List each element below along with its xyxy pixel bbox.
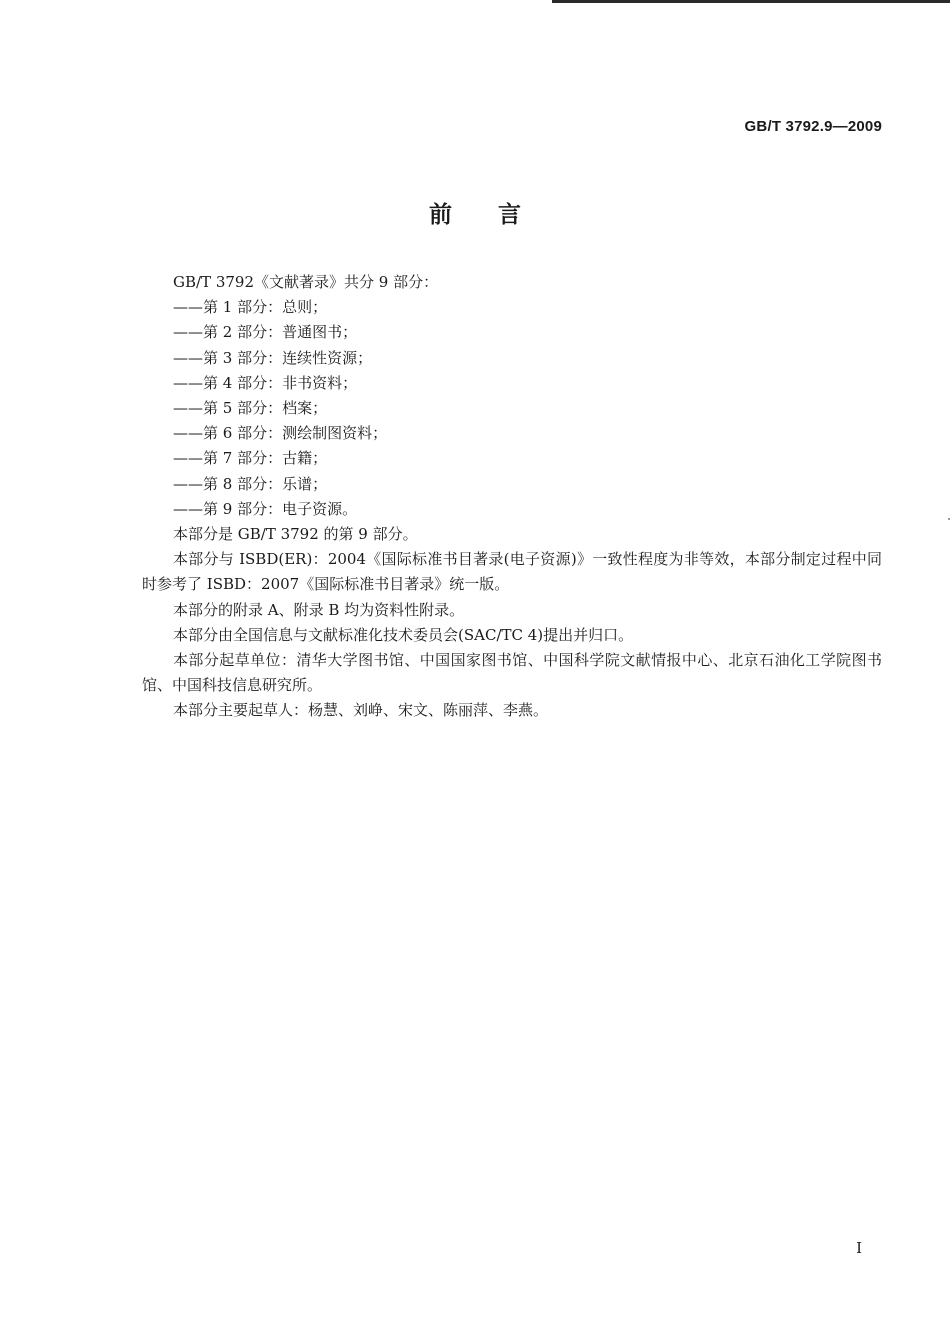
paragraph: 本部分与 ISBD(ER)：2004《国际标准书目著录(电子资源)》一致性程度为非等效，本部分制定过程中同时参考了 ISBD：2007《国际标准书目著录》统一版。 bbox=[142, 550, 882, 594]
page-title: 前言 bbox=[429, 202, 567, 228]
list-item: ——第 2 部分：普通图书； bbox=[173, 323, 358, 342]
paragraph: 本部分主要起草人：杨慧、刘峥、宋文、陈丽萍、李燕。 bbox=[173, 701, 549, 720]
intro-line: GB/T 3792《文献著录》共分 9 部分： bbox=[173, 273, 439, 291]
paragraph: 本部分是 GB/T 3792 的第 9 部分。 bbox=[173, 525, 418, 544]
top-rule bbox=[552, 0, 950, 3]
list-item: ——第 7 部分：古籍； bbox=[173, 449, 328, 468]
list-item: ——第 5 部分：档案； bbox=[173, 399, 328, 418]
list-item: ——第 3 部分：连续性资源； bbox=[173, 348, 373, 367]
list-item: ——第 9 部分：电子资源。 bbox=[173, 499, 358, 518]
paragraph: 本部分由全国信息与文献标准化技术委员会(SAC/TC 4)提出并归口。 bbox=[173, 625, 634, 644]
paragraph: 本部分的附录 A、附录 B 均为资料性附录。 bbox=[173, 600, 465, 619]
list-item: ——第 1 部分：总则； bbox=[173, 298, 328, 317]
list-item: ——第 6 部分：测绘制图资料； bbox=[173, 424, 388, 443]
standard-number: GB/T 3792.9—2009 bbox=[744, 118, 882, 135]
document-body bbox=[142, 270, 882, 724]
page-number: I bbox=[856, 1239, 862, 1257]
list-item: ——第 8 部分：乐谱； bbox=[173, 474, 328, 493]
paragraph: 本部分起草单位：清华大学图书馆、中国国家图书馆、中国科学院文献情报中心、北京石油化工学院图书馆、中国科技信息研究所。 bbox=[142, 651, 882, 695]
list-item: ——第 4 部分：非书资料； bbox=[173, 373, 358, 392]
